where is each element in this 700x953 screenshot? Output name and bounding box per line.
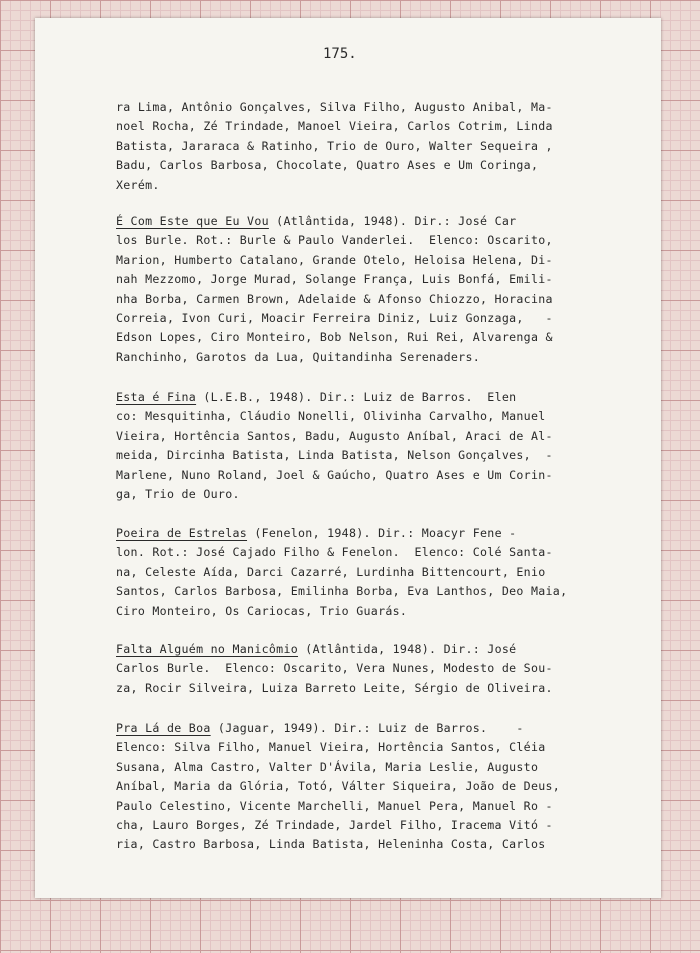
text-line — [116, 584, 567, 598]
text-line — [116, 429, 553, 443]
text-segment: Vieira, Hortência Santos, Badu, Augusto Aníbal, Araci de Al- — [116, 428, 553, 443]
text-segment: Marlene, Nuno Roland, Joel & Gaúcho, Quatro Ases e Um Corin- — [116, 467, 553, 482]
text-line — [116, 119, 553, 133]
document-page — [35, 18, 661, 898]
text-segment: ga, Trio de Ouro. — [116, 487, 240, 501]
text-segment: Susana, Alma Castro, Valter D'Ávila, Maria Leslie, Augusto — [116, 759, 539, 774]
text-line — [116, 799, 553, 813]
text-line — [116, 526, 516, 540]
text-line — [116, 545, 553, 559]
text-segment: (Atlântida, 1948). Dir.: José — [298, 642, 517, 656]
text-line — [116, 139, 553, 153]
text-line — [116, 642, 516, 656]
text-line — [116, 448, 553, 462]
text-line — [116, 604, 407, 618]
text-segment: Edson Lopes, Ciro Monteiro, Bob Nelson, Rui Rei, Alvarenga & — [116, 330, 553, 345]
text-line — [116, 487, 240, 501]
text-line — [116, 350, 480, 364]
text-line — [116, 253, 553, 267]
text-segment: Xerém. — [116, 177, 160, 192]
text-segment: Ciro Monteiro, Os Cariocas, Trio Guarás. — [116, 603, 408, 618]
text-line — [116, 178, 160, 192]
text-segment: ria, Castro Barbosa, Linda Batista, Heleninha Costa, Carlos — [116, 837, 546, 852]
text-line — [116, 390, 516, 404]
text-segment: co: Mesquitinha, Cláudio Nonelli, Olivinha Carvalho, Manuel — [116, 409, 546, 424]
text-line — [116, 681, 553, 695]
film-title: É Com Este que Eu Vou — [116, 214, 269, 228]
text-line — [116, 233, 553, 247]
text-line — [116, 818, 553, 832]
page-number: 175. — [323, 46, 357, 62]
text-line — [116, 760, 538, 774]
text-line — [116, 721, 524, 735]
text-segment: noel Rocha, Zé Trindade, Manoel Vieira, Carlos Cotrim, Linda — [116, 119, 553, 134]
text-line — [116, 740, 546, 754]
text-segment: (Jaguar, 1949). Dir.: Luiz de Barros. - — [210, 721, 524, 735]
text-segment: (Fenelon, 1948). Dir.: Moacyr Fene - — [247, 526, 517, 540]
text-line — [116, 158, 538, 172]
text-line — [116, 330, 553, 344]
text-segment: Carlos Burle. Elenco: Oscarito, Vera Nunes, Modesto de Sou- — [116, 661, 553, 676]
text-line — [116, 214, 516, 228]
text-line — [116, 100, 553, 114]
text-line — [116, 661, 553, 675]
text-segment: na, Celeste Aída, Darci Cazarré, Lurdinha Bittencourt, Enio — [116, 564, 546, 579]
text-segment: nah Mezzomo, Jorge Murad, Solange França, Luis Bonfá, Emili- — [116, 272, 553, 287]
text-segment: Ranchinho, Garotos da Lua, Quitandinha Serenaders. — [116, 349, 481, 364]
film-title: Pra Lá de Boa — [116, 721, 211, 735]
text-line — [116, 311, 553, 325]
text-segment: cha, Lauro Borges, Zé Trindade, Jardel Filho, Iracema Vitó - — [116, 818, 553, 832]
text-line — [116, 292, 553, 306]
text-segment: Aníbal, Maria da Glória, Totó, Válter Siqueira, João de Deus, — [116, 779, 561, 794]
text-line — [116, 409, 546, 423]
text-segment: Batista, Jararaca & Ratinho, Trio de Ouro, Walter Sequeira , — [116, 138, 553, 153]
text-segment: Badu, Carlos Barbosa, Chocolate, Quatro Ases e Um Coringa, — [116, 158, 539, 173]
text-segment: (L.E.B., 1948). Dir.: Luiz de Barros. Elen — [196, 390, 517, 404]
text-segment: za, Rocir Silveira, Luiza Barreto Leite, Sérgio de Oliveira. — [116, 680, 553, 695]
film-title: Poeira de Estrelas — [116, 526, 248, 540]
text-segment: Santos, Carlos Barbosa, Emilinha Borba, Eva Lanthos, Deo Maia, — [116, 584, 568, 599]
text-segment: Correia, Ivon Curi, Moacir Ferreira Diniz, Luiz Gonzaga, - — [116, 311, 553, 325]
text-segment: (Atlântida, 1948). Dir.: José Car — [268, 214, 517, 228]
text-segment: nha Borba, Carmen Brown, Adelaide & Afonso Chiozzo, Horacina — [116, 291, 553, 306]
text-segment: los Burle. Rot.: Burle & Paulo Vanderlei. Elenco: Oscarito, — [116, 233, 553, 248]
text-line — [116, 779, 560, 793]
text-segment: Elenco: Silva Filho, Manuel Vieira, Hortência Santos, Cléia — [116, 740, 546, 755]
film-title: Falta Alguém no Manicômio — [116, 642, 299, 656]
text-line — [116, 565, 546, 579]
text-line — [116, 468, 553, 482]
text-line — [116, 837, 546, 851]
text-segment: Marion, Humberto Catalano, Grande Otelo, Heloisa Helena, Di- — [116, 252, 553, 267]
film-title: Esta é Fina — [116, 390, 197, 404]
text-line — [116, 272, 553, 286]
text-segment: ra Lima, Antônio Gonçalves, Silva Filho, Augusto Anibal, Ma- — [116, 100, 553, 114]
text-segment: lon. Rot.: José Cajado Filho & Fenelon. Elenco: Colé Santa- — [116, 545, 553, 560]
text-segment: meida, Dircinha Batista, Linda Batista, Nelson Gonçalves, - — [116, 448, 553, 463]
text-segment: Paulo Celestino, Vicente Marchelli, Manuel Pera, Manuel Ro - — [116, 798, 553, 813]
